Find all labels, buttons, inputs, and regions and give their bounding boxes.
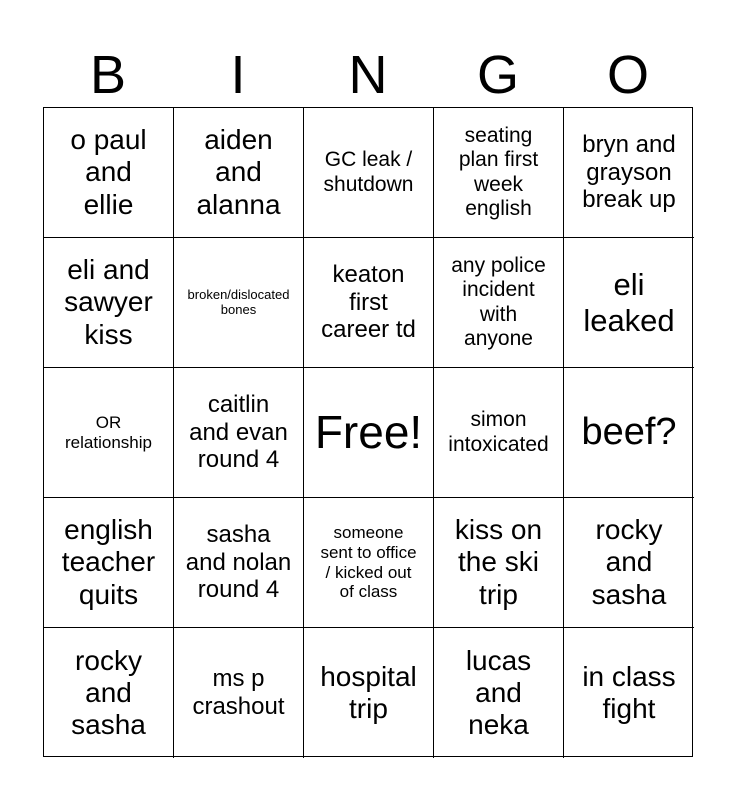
cell-text	[70, 124, 146, 221]
cell-text	[321, 261, 416, 344]
cell-line: teacher	[61, 546, 156, 578]
cell-line: GC leak /	[324, 148, 413, 172]
cell-line: bones	[220, 301, 257, 317]
cell-line: and	[85, 676, 132, 708]
header-letter-o: O	[606, 45, 649, 105]
cell-text	[64, 254, 153, 351]
cell-line: o paul	[70, 124, 147, 156]
cell-line: with	[479, 302, 518, 326]
cell-line: keaton	[332, 261, 405, 289]
cell-line: first	[349, 288, 388, 316]
bingo-cell[interactable]	[434, 498, 564, 628]
cell-line: round 4	[197, 446, 280, 474]
cell-line: and	[475, 676, 522, 708]
cell-line: any police	[451, 254, 546, 278]
cell-line: incident	[462, 278, 535, 302]
bingo-cell[interactable]	[44, 238, 174, 368]
bingo-cell[interactable]	[304, 628, 434, 758]
cell-text	[186, 521, 291, 604]
bingo-cell[interactable]	[564, 628, 694, 758]
cell-text	[581, 411, 676, 455]
cell-line: sent to office	[320, 542, 417, 562]
cell-text	[459, 124, 538, 221]
cell-line: kiss	[84, 318, 133, 350]
cell-line: plan first	[458, 148, 539, 172]
bingo-cell[interactable]	[304, 498, 434, 628]
cell-line: fight	[602, 693, 656, 724]
bingo-cell[interactable]	[44, 498, 174, 628]
cell-line: intoxicated	[448, 432, 549, 456]
cell-text	[62, 514, 155, 611]
header-letter-n: N	[348, 45, 388, 105]
bingo-cell[interactable]	[174, 108, 304, 238]
bingo-cell[interactable]	[44, 368, 174, 498]
cell-line: and	[605, 546, 653, 578]
cell-line: rocky	[595, 514, 663, 546]
cell-line: round 4	[197, 576, 280, 604]
cell-text	[448, 408, 548, 456]
cell-line: / kicked out	[325, 562, 412, 582]
cell-line: trip	[479, 578, 518, 610]
cell-line: lucas	[465, 644, 532, 676]
bingo-cell[interactable]	[174, 628, 304, 758]
cell-line: alanna	[196, 188, 281, 220]
cell-text	[324, 148, 414, 196]
cell-line: broken/dislocated	[187, 286, 290, 302]
bingo-cell[interactable]	[44, 628, 174, 758]
cell-text	[65, 413, 152, 452]
bingo-cell[interactable]	[564, 238, 694, 368]
bingo-cell[interactable]	[434, 238, 564, 368]
cell-line: the ski	[458, 546, 539, 578]
cell-text	[188, 288, 290, 318]
cell-text	[582, 661, 675, 725]
cell-line: hospital	[320, 660, 417, 692]
cell-line: and	[85, 156, 132, 188]
cell-line: anyone	[464, 326, 533, 350]
cell-line: kiss on	[454, 514, 543, 546]
cell-line: leaked	[583, 302, 675, 338]
cell-line: beef?	[581, 410, 677, 453]
bingo-cell[interactable]	[564, 368, 694, 498]
bingo-cell[interactable]	[434, 108, 564, 238]
cell-line: caitlin	[207, 391, 270, 419]
cell-line: trip	[349, 693, 388, 724]
cell-text	[582, 131, 675, 214]
cell-line: english	[465, 196, 532, 220]
cell-line: ms p	[212, 665, 265, 693]
header-letter-b: B	[89, 45, 127, 105]
cell-line: break up	[582, 186, 676, 214]
cell-line: OR	[95, 412, 122, 432]
bingo-cell[interactable]	[174, 368, 304, 498]
cell-text	[451, 254, 546, 351]
cell-line: and nolan	[185, 548, 292, 576]
bingo-cell[interactable]	[434, 628, 564, 758]
cell-line: rocky	[75, 644, 142, 676]
free-space-label: Free!	[314, 406, 423, 459]
cell-text	[315, 406, 422, 459]
cell-line: quits	[78, 578, 139, 610]
cell-line: eli	[613, 266, 645, 302]
bingo-cell[interactable]	[564, 108, 694, 238]
header-letter-g: G	[476, 45, 519, 105]
bingo-cell[interactable]	[434, 368, 564, 498]
cell-line: and	[215, 156, 262, 188]
cell-line: shutdown	[323, 172, 414, 196]
cell-line: simon	[470, 408, 527, 432]
cell-text	[192, 665, 284, 720]
bingo-cell[interactable]	[174, 498, 304, 628]
cell-text	[71, 645, 146, 742]
free-space-cell[interactable]	[304, 368, 434, 498]
bingo-cell[interactable]	[564, 498, 694, 628]
cell-text	[196, 124, 280, 221]
cell-line: english	[64, 514, 153, 546]
cell-text	[592, 514, 667, 611]
bingo-header	[43, 44, 693, 106]
bingo-cell[interactable]	[304, 238, 434, 368]
cell-line: sasha	[591, 578, 667, 610]
cell-line: sawyer	[64, 286, 153, 318]
cell-line: aiden	[204, 124, 273, 156]
cell-line: crashout	[192, 693, 285, 720]
cell-line: someone	[333, 523, 404, 543]
bingo-cell[interactable]	[304, 108, 434, 238]
bingo-cell[interactable]	[174, 238, 304, 368]
cell-line: grayson	[586, 158, 672, 186]
cell-text	[466, 645, 531, 742]
cell-line: relationship	[65, 432, 152, 452]
cell-line: eli and	[67, 254, 150, 286]
cell-text	[320, 661, 417, 725]
cell-line: ellie	[83, 188, 134, 220]
cell-text	[189, 391, 288, 474]
cell-line: neka	[468, 709, 529, 741]
bingo-board	[43, 107, 693, 757]
cell-line: sasha	[206, 521, 271, 549]
cell-text	[320, 523, 416, 601]
cell-line: week	[473, 172, 524, 196]
header-letter-i: I	[230, 45, 246, 105]
cell-line: and evan	[189, 418, 288, 446]
cell-line: career td	[321, 316, 416, 344]
cell-line: of class	[339, 582, 398, 602]
cell-text	[583, 267, 674, 338]
cell-line: seating	[464, 124, 533, 148]
cell-line: bryn and	[582, 131, 676, 159]
cell-line: sasha	[71, 709, 146, 741]
bingo-cell[interactable]	[44, 108, 174, 238]
cell-line: in class	[582, 660, 676, 692]
cell-text	[455, 514, 542, 611]
